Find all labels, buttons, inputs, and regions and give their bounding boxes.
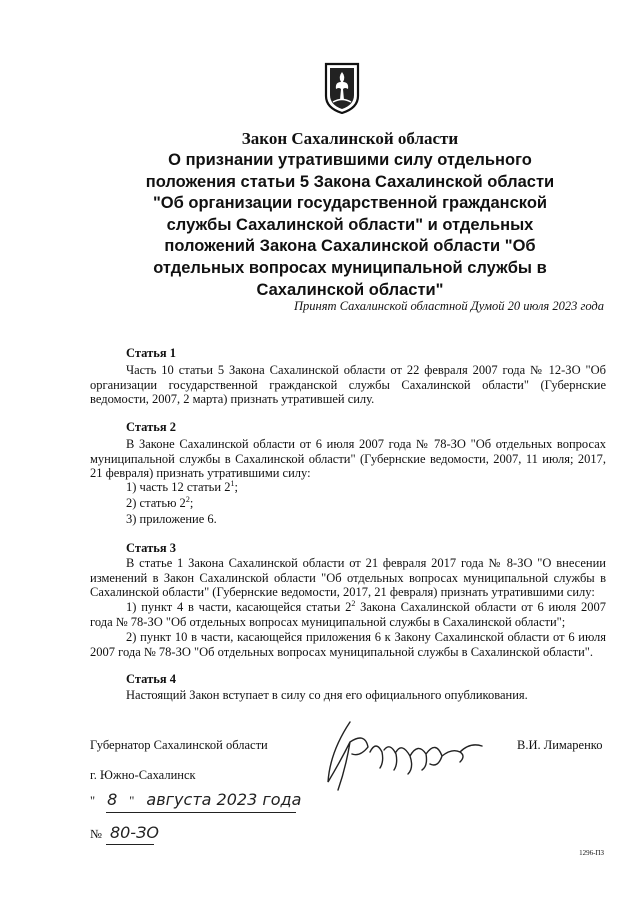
article-3-text: В статье 1 Закона Сахалинской области от 21 февраля 2017 года № 8-ЗО "О внесении изменений в Закон Сахалинской области "Об отдельных вопросах муниципальной службы в Сахалинской области" (Губернские ведомости, 2017, 21 февраля) признать утратившими силу: [90,556,606,600]
article-3-point-2: 2) пункт 10 в части, касающейся приложения 6 к Закону Сахалинской области от 6 июля 2007 года № 78-ЗО "Об отдельных вопросах муниципальной службы в Сахалинской области". [90,630,606,659]
registration-stamp: 1296-ПЗ [579,849,604,857]
number-underline [106,844,154,845]
law-title-line1: Закон Сахалинской области [241,129,459,148]
law-title-line: положения статьи 5 Закона Сахалинской области [145,172,555,191]
law-title-line: Сахалинской области" [256,280,444,299]
article-3-title: Статья 3 [126,541,176,555]
sakhalin-coat-of-arms-icon [323,62,361,114]
article-1-text: Часть 10 статьи 5 Закона Сахалинской области от 22 февраля 2007 года № 12-ЗО "Об организации государственной гражданской службы Сахалинской области" (Губернские ведомости, 2007, 2 марта) признать утратившей силу. [90,363,606,407]
law-title-line: службы Сахалинской области" и отдельных [166,215,534,234]
article-2-item-2: 2) статью $2^2$; [126,494,194,510]
article-3-point-1: 1) пункт 4 в части, касающейся статьи $2^2$ Закона Сахалинской области от 6 июля 2007 года № 78-ЗО "Об отдельных вопросах муниципальной службы в Сахалинской области"; [90,598,606,629]
article-2-text: В Законе Сахалинской области от 6 июля 2007 года № 78-ЗО "Об отдельных вопросах муниципальной службы в Сахалинской области" (Губернские ведомости, 2007, 11 июля; 2017, 21 февраля) признать утратившими силу: [90,437,606,481]
law-title-line: "Об организации государственной гражданской [152,194,548,213]
article-2-item-3: 3) приложение 6. [126,512,217,526]
signing-month-year: августа 2023 года [146,790,302,809]
article-4-title: Статья 4 [126,672,176,686]
law-title-line: отдельных вопросах муниципальной службы в [153,258,547,277]
signing-day: 8 [107,790,118,809]
date-underline [106,812,296,813]
governor-label: Губернатор Сахалинской области [90,738,268,752]
article-2-item-1: 1) часть 12 статьи $2^1$; [126,478,238,494]
article-4-text: Настоящий Закон вступает в силу со дня его официального опубликования. [126,688,528,702]
article-2-title: Статья 2 [126,420,176,434]
signing-date: " 8 " августа 2023 года [90,790,302,809]
law-number-value: 80-ЗО [109,823,159,842]
city-label: г. Южно-Сахалинск [90,768,196,782]
handwritten-signature [310,712,500,794]
article-1-title: Статья 1 [126,346,176,360]
law-title-line: положений Закона Сахалинской области "Об [164,237,536,256]
law-title [40,128,640,301]
law-title-line: О признании утратившими силу отдельного [168,151,532,169]
adoption-note: Принят Сахалинской областной Думой 20 июля 2023 года [294,299,604,313]
law-number: № 80-ЗО [90,823,159,842]
governor-name: В.И. Лимаренко [517,738,603,752]
